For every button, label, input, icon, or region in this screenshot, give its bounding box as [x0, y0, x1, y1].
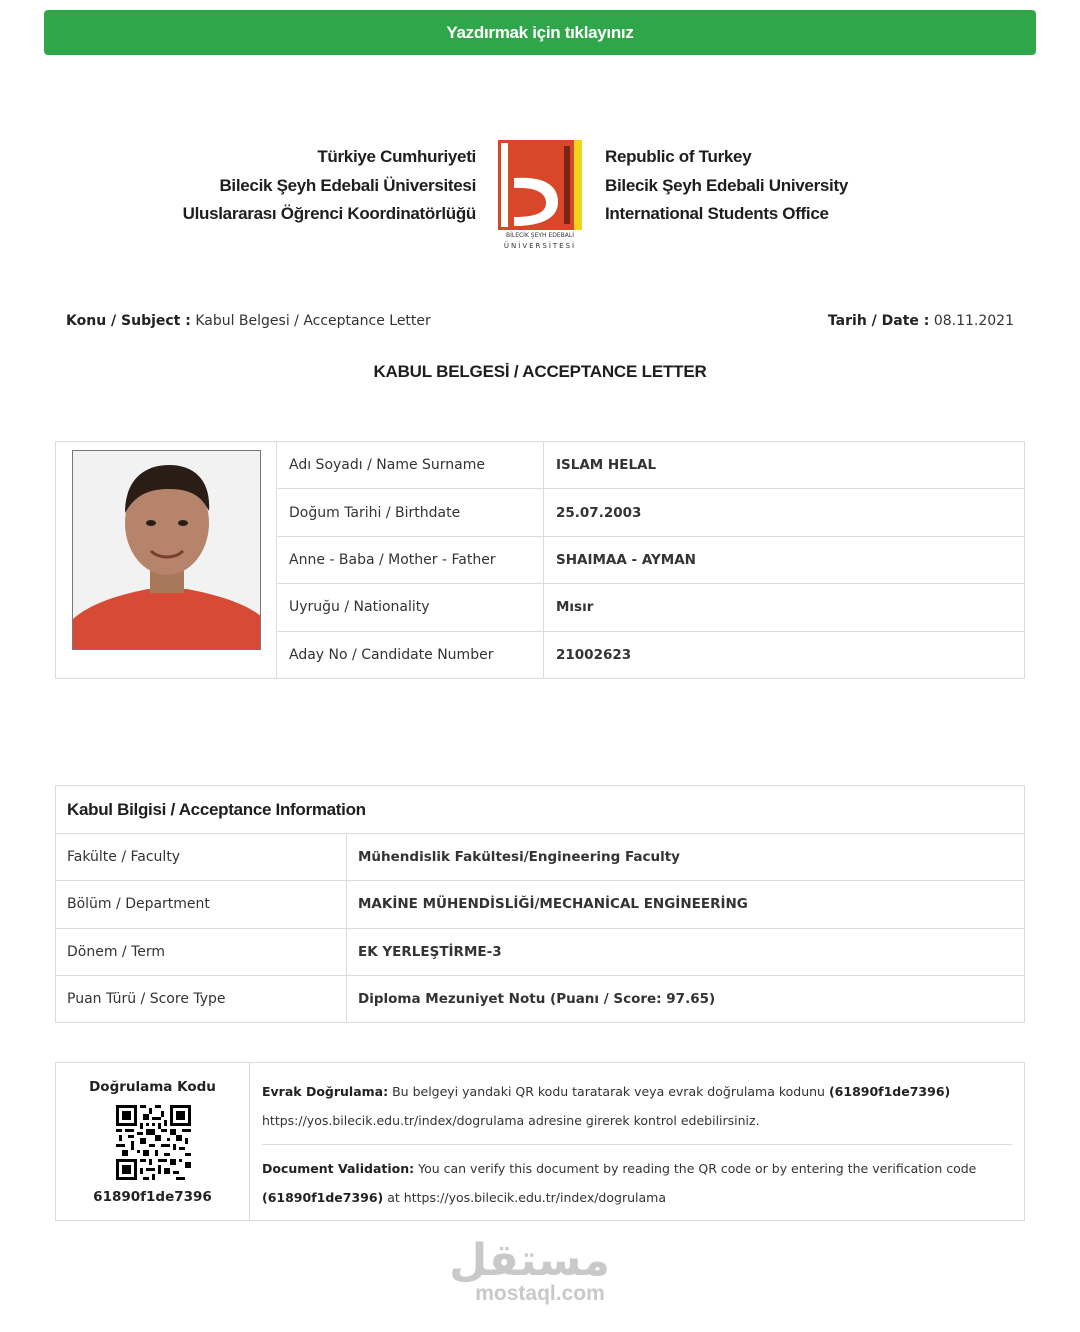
date-value: 08.11.2021 [933, 313, 1014, 329]
row-birthdate [277, 489, 1024, 536]
date-label: Tarih / Date : [827, 313, 930, 329]
watermark-latin: mostaql.com [475, 1282, 605, 1305]
row-nationality [277, 584, 1024, 631]
value-term: EK YERLEŞTİRME-3 [358, 943, 502, 960]
label-name: Adı Soyadı / Name Surname [277, 442, 544, 488]
header-line-university-en: Bilecik Şeyh Edebali University [605, 175, 848, 195]
watermark [449, 1235, 610, 1305]
verification-tr [262, 1077, 1012, 1135]
verification-en-text1: You can verify this document by reading the QR code or by entering the verification code [418, 1161, 977, 1176]
row-term [56, 929, 1024, 976]
watermark-arabic: مستقل [449, 1235, 610, 1286]
acceptance-info-table [55, 785, 1025, 1023]
print-button[interactable]: Yazdırmak için tıklayınız [44, 10, 1036, 55]
qr-code-icon [116, 1105, 191, 1180]
row-candidate-number [277, 632, 1024, 678]
label-birthdate: Doğum Tarihi / Birthdate [277, 489, 544, 535]
value-score-type: Diploma Mezuniyet Notu (Puanı / Score: 97.65) [358, 990, 716, 1007]
acceptance-heading: Kabul Bilgisi / Acceptance Information [56, 786, 1024, 834]
university-logo [498, 140, 582, 252]
label-term: Dönem / Term [56, 929, 347, 975]
value-department: MAKİNE MÜHENDİSLİĞİ/MECHANİCAL ENGİNEERİNG [358, 896, 748, 913]
header-line-country-en: Republic of Turkey [605, 147, 752, 166]
header-line-country-tr: Türkiye Cumhuriyeti [317, 147, 476, 166]
header-line-office-tr: Uluslararası Öğrenci Koordinatörlüğü [182, 204, 476, 223]
label-candidate-number: Aday No / Candidate Number [277, 632, 544, 678]
verification-title: Doğrulama Kodu [89, 1079, 216, 1095]
value-name: ISLAM HELAL [556, 457, 657, 474]
header-turkish [183, 143, 476, 229]
logo-text-line2: ÜNİVERSİTESİ [503, 242, 577, 250]
verification-en [262, 1154, 1012, 1212]
row-faculty [56, 834, 1024, 881]
row-department [56, 881, 1024, 928]
verification-code-cell [56, 1063, 250, 1220]
header-line-office-en: International Students Office [605, 204, 829, 223]
verification-tr-label: Evrak Doğrulama: [262, 1084, 389, 1099]
subject [66, 313, 431, 329]
header-english [605, 143, 848, 229]
value-faculty: Mühendislik Fakültesi/Engineering Faculty [358, 849, 680, 866]
label-department: Bölüm / Department [56, 881, 347, 927]
subject-label: Konu / Subject : [66, 313, 191, 329]
verification-tr-code: (61890f1de7396) [828, 1084, 951, 1099]
verification-tr-text2: https://yos.bilecik.edu.tr/index/dogrulama adresine girerek kontrol edebilirsiniz. [262, 1113, 760, 1128]
row-parents [277, 537, 1024, 584]
verification-en-label: Document Validation: [262, 1161, 415, 1176]
verification-text [250, 1063, 1024, 1220]
verification-en-text2: at https://yos.bilecik.edu.tr/index/dogrulama [387, 1190, 666, 1205]
divider [262, 1144, 1012, 1145]
verification-code: 61890f1de7396 [93, 1189, 212, 1205]
label-parents: Anne - Baba / Mother - Father [277, 537, 544, 583]
value-candidate-number: 21002623 [556, 646, 632, 663]
label-nationality: Uyruğu / Nationality [277, 584, 544, 630]
subject-value: Kabul Belgesi / Acceptance Letter [195, 313, 431, 329]
personal-rows [277, 442, 1024, 678]
row-score-type [56, 976, 1024, 1022]
document-title: KABUL BELGESİ / ACCEPTANCE LETTER [373, 362, 707, 381]
verification-tr-text1: Bu belgeyi yandaki QR kodu taratarak veya evrak doğrulama kodunu [392, 1084, 825, 1099]
photo-cell [56, 442, 277, 678]
row-name [277, 442, 1024, 489]
value-parents: SHAIMAA - AYMAN [556, 552, 696, 569]
meta-row [66, 313, 1014, 329]
label-score-type: Puan Türü / Score Type [56, 976, 347, 1022]
logo-text-line1: BİLECİK ŞEYH EDEBALİ [505, 232, 575, 239]
header-line-university-tr: Bilecik Şeyh Edebali Üniversitesi [219, 175, 476, 195]
personal-info-table [55, 441, 1025, 679]
verification-en-code: (61890f1de7396) [262, 1190, 384, 1205]
label-faculty: Fakülte / Faculty [56, 834, 347, 880]
value-nationality: Mısır [556, 599, 594, 616]
value-birthdate: 25.07.2003 [556, 504, 642, 521]
student-photo [72, 450, 261, 650]
date [828, 313, 1014, 329]
verification-box [55, 1062, 1025, 1221]
